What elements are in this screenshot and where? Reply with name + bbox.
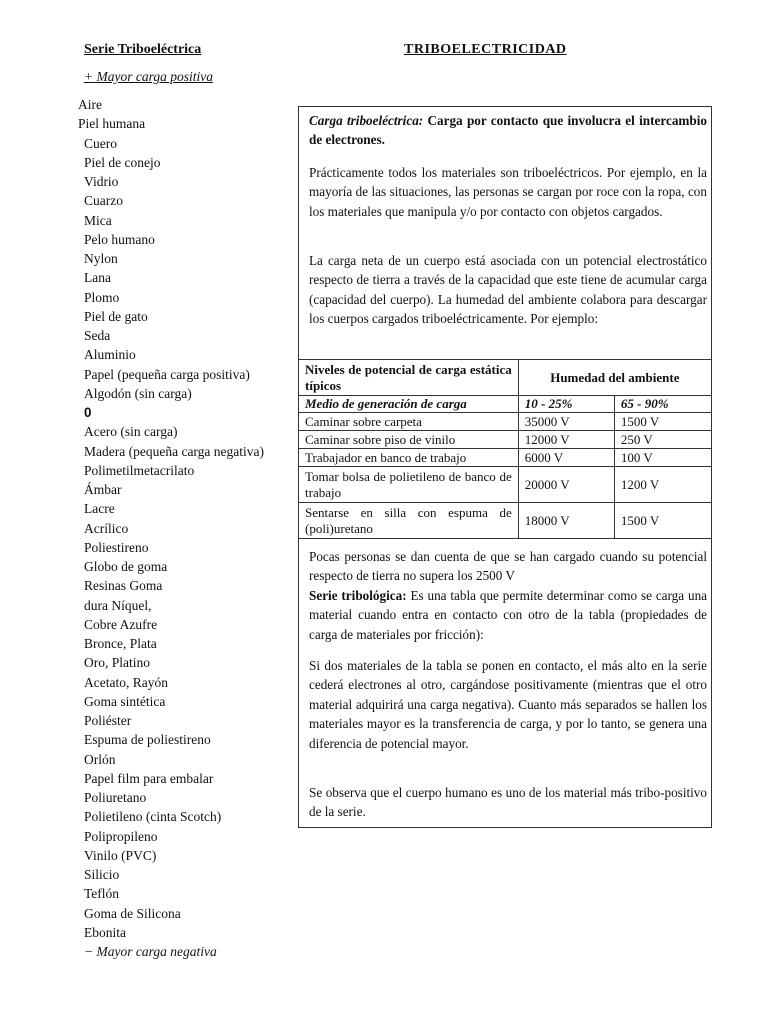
serie-tribologica-text: Es una tabla que permite determinar como se carga una material cuando entra en contacto con otro de la tabla (propiedades de carga de materiales por fricción): [309,588,708,642]
table-cell-medio: Caminar sobre piso de vinilo [299,431,519,449]
series-item: Poliuretano [84,790,147,805]
series-item: Ámbar [84,482,122,497]
series-item: Goma de Silicona [84,905,181,921]
triboelectric-series-list [78,95,264,942]
series-item: Orlón [84,751,116,767]
series-item: Silicio [84,867,120,882]
table-cell-medio: Trabajador en banco de trabajo [299,449,519,467]
series-item: Madera (pequeña carga negativa) [84,443,265,459]
definition-term: Carga triboeléctrica: [309,113,424,128]
series-item: Oro, Platino [84,655,150,671]
series-item: Resinas Goma [84,578,163,594]
serie-tribologica-term: Serie tribológica: [309,588,407,603]
table-cell-medio: Sentarse en silla con espuma de (poli)uretano [299,503,519,539]
series-heading: Serie Triboeléctrica [84,42,202,57]
series-item: Vinilo (PVC) [84,847,157,863]
page-title: TRIBOELECTRICIDAD [404,42,567,57]
series-item: Aluminio [84,347,136,363]
info-box [298,106,712,828]
table-row [299,431,712,449]
table-cell-low: 20000 V [518,467,614,503]
series-item: Globo de goma [84,559,168,574]
series-item: Papel film para embalar [84,770,214,786]
table-subheader-low: 10 - 25% [518,396,614,413]
series-item: Piel de conejo [84,154,161,170]
series-item: Teflón [84,886,120,902]
table-header-levels: Niveles de potencial de carga estática típicos [299,360,519,396]
table-cell-high: 100 V [614,449,711,467]
series-item: Papel (pequeña carga positiva) [84,366,250,382]
series-item: Aire [78,97,102,112]
table-cell-low: 6000 V [518,449,614,467]
series-item: Cuero [84,135,117,151]
series-item: Piel de gato [84,308,148,324]
table-cell-high: 1500 V [614,503,711,539]
series-item: Plomo [84,289,120,305]
series-item: Polipropileno [84,828,158,844]
series-item: Algodón (sin carga) [84,385,192,401]
series-item: Cuarzo [84,193,123,209]
series-item: Lana [84,270,111,286]
positive-charge-note: + Mayor carga positiva [84,69,213,84]
series-item: Cobre Azufre [84,616,158,632]
table-subheader-high: 65 - 90% [614,396,711,413]
paragraph-4 [309,586,707,644]
table-cell-high: 1500 V [614,413,711,431]
paragraph-5: Si dos materiales de la tabla se ponen en contacto, el más alto en la serie cederá electrones al otro, cargándose positivamente (mientras que el otro material adquirirá una carga negativa). Cuanto más separados se hallen los materiales mayor es la transferencia de carga, y por lo tanto, se genera una diferencia de potencial mayor. [309,658,707,751]
series-item: Piel humana [78,116,146,132]
series-item: Mica [84,212,112,228]
paragraph-3: Pocas personas se dan cuenta de que se han cargado cuando su potencial respecto de tierra no supera los 2500 V [309,549,707,584]
table-row [299,413,712,431]
series-item: Poliéster [84,713,132,728]
series-item: Seda [84,328,111,343]
series-item: Vidrio [84,174,119,189]
voltage-table [298,359,712,539]
table-cell-medio: Tomar bolsa de polietileno de banco de trabajo [299,467,519,503]
definition-paragraph [309,111,707,150]
series-item: dura Níquel, [84,597,152,613]
table-cell-high: 1200 V [614,467,711,503]
series-item: Nylon [84,251,118,266]
table-row [299,503,712,539]
table-cell-low: 18000 V [518,503,614,539]
table-cell-high: 250 V [614,431,711,449]
series-item: Acrílico [84,520,129,536]
series-item: Espuma de poliestireno [84,732,211,748]
table-row [299,449,712,467]
paragraph-2: La carga neta de un cuerpo está asociada con un potencial electrostático respecto de tierra a través de la capacidad que este tiene de acumular carga (capacidad del cuerpo). La humedad del ambiente colabora para descargar los cuerpos cargados triboeléctricamente. Por ejemplo: [309,253,707,327]
table-subheader-medio: Medio de generación de carga [299,396,519,413]
series-item: Bronce, Plata [84,636,157,651]
series-item: Acetato, Rayón [84,674,168,690]
paragraph-1: Prácticamente todos los materiales son triboeléctricos. Por ejemplo, en la mayoría de las situaciones, las personas se cargan por roce con la ropa, con los materiales que manipula y/o por contacto con objetos cargados. [309,165,707,219]
series-item: Lacre [84,501,115,517]
series-item: Polimetilmetacrilato [84,462,195,478]
paragraph-6: Se observa que el cuerpo humano es uno de los material más tribo-positivo de la serie. [309,785,707,820]
series-item: Poliestireno [84,539,149,555]
series-item: Acero (sin carga) [84,424,178,440]
series-item: Goma sintética [84,693,166,709]
definition-text: Carga por contacto que involucra el intercambio de electrones. [309,113,707,148]
table-cell-low: 35000 V [518,413,614,431]
table-cell-low: 12000 V [518,431,614,449]
series-item: Polietileno (cinta Scotch) [84,809,222,825]
series-item: Ebonita [84,924,126,940]
table-cell-medio: Caminar sobre carpeta [299,413,519,431]
series-item: Pelo humano [84,231,155,247]
table-header-humidity: Humedad del ambiente [518,360,711,396]
negative-charge-note: − Mayor carga negativa [84,944,217,959]
table-row [299,467,712,503]
series-item: 0 [84,405,92,420]
